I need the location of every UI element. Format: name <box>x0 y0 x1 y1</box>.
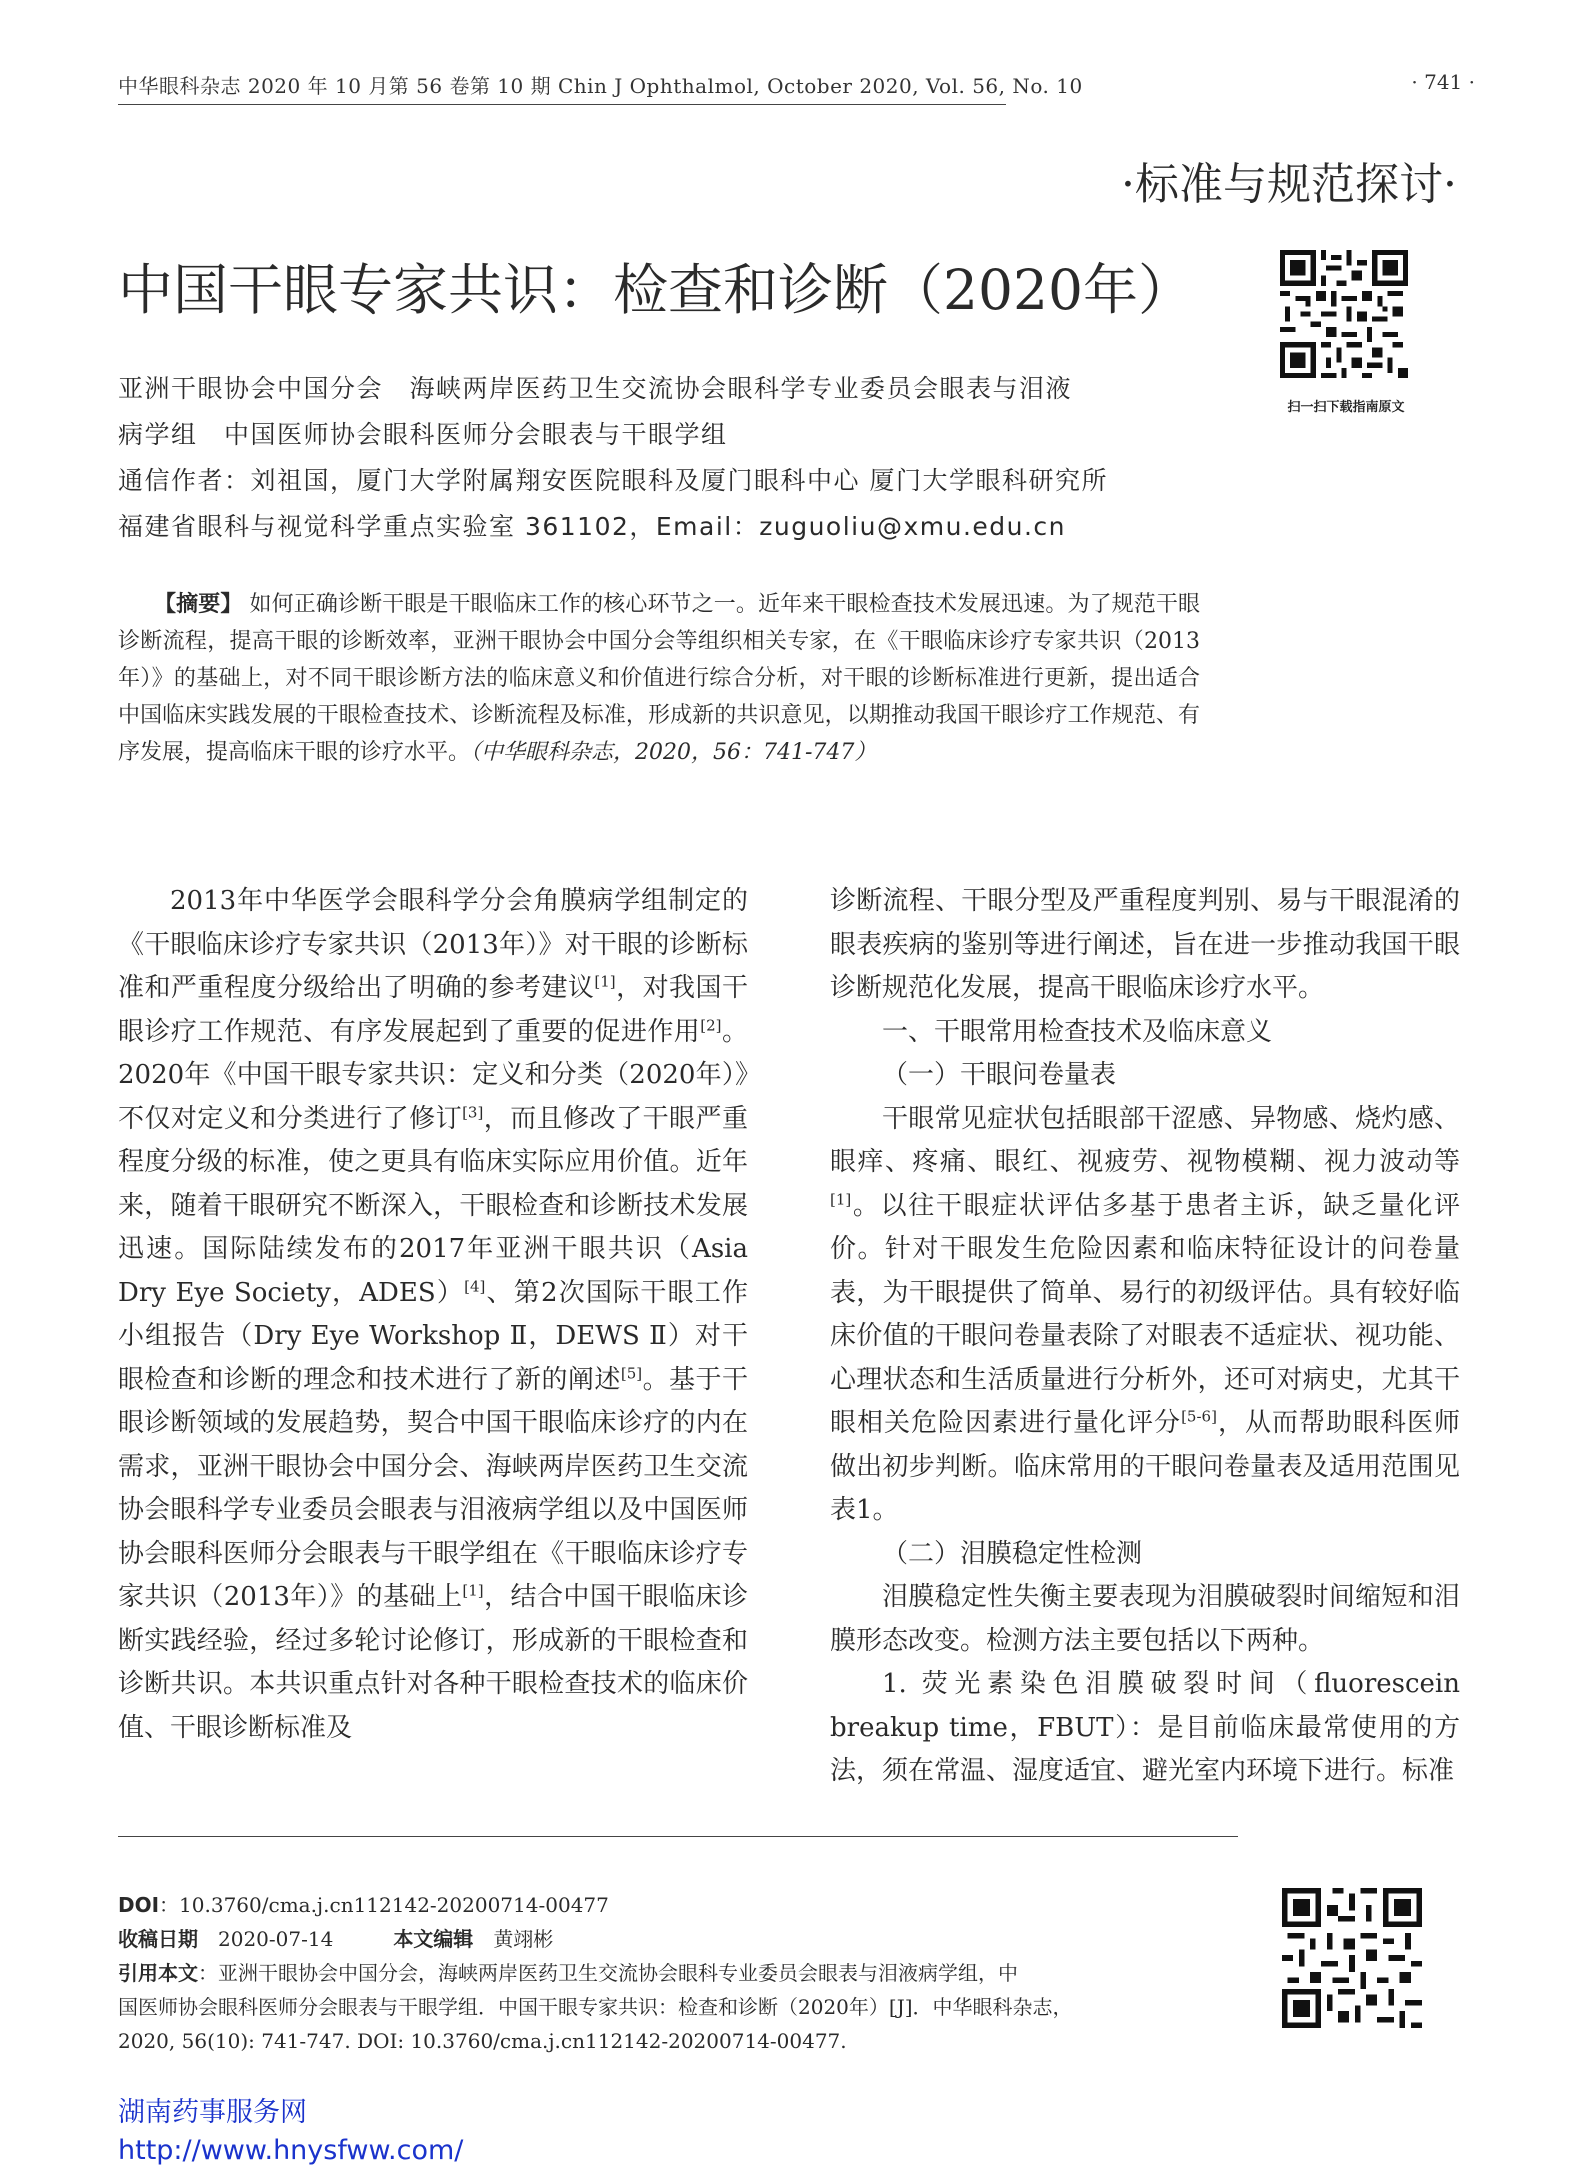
running-header: 中华眼科杂志 2020 年 10 月第 56 卷第 10 期 Chin J Ophthalmol, October 2020, Vol. 56, No. 10 <box>118 74 1083 98</box>
reference-link[interactable]: [4] <box>464 1276 486 1295</box>
received-label: 收稿日期 <box>118 1927 198 1951</box>
article-title: 中国干眼专家共识：检查和诊断（2020年） <box>118 258 1193 322</box>
watermark-name: 湖南药事服务网 <box>118 2097 307 2128</box>
received-date: 2020-07-14 <box>218 1927 334 1951</box>
watermark <box>118 2094 463 2170</box>
reference-link[interactable]: [5-6] <box>1181 1407 1217 1426</box>
footnote-rule <box>118 1836 1238 1837</box>
section-heading-1: 一、干眼常用检查技术及临床意义 <box>882 1016 1273 1047</box>
section-heading-3: （二）泪膜稳定性检测 <box>882 1538 1143 1569</box>
doi-label: DOI <box>118 1893 160 1917</box>
qr-caption: 扫一扫下载指南原文 <box>1287 400 1405 415</box>
reference-link[interactable]: [1] <box>830 1189 852 1208</box>
cite-text: ：亚洲干眼协会中国分会，海峡两岸医药卫生交流协会眼科专业委员会眼表与泪液病学组，中 <box>198 1961 1018 1985</box>
body-text: 。基于干眼诊断领域的发展趋势，契合中国干眼临床诊疗的内在需求，亚洲干眼协会中国分会、海峡两岸医药卫生交流协会眼科学专业委员会眼表与泪液病学组以及中国医师协会眼科医师分会眼表与干眼学组在《干眼临床诊疗专家共识（2013年）》的基础上 <box>118 1364 748 1612</box>
abstract <box>118 586 1200 771</box>
reference-link[interactable]: [1] <box>462 1581 484 1600</box>
authors-block <box>118 366 1198 550</box>
author-line: 病学组 中国医师协会眼科医师分会眼表与干眼学组 <box>118 420 728 449</box>
abstract-citation: （中华眼科杂志，2020，56：741-747） <box>470 740 877 765</box>
section-label: ·标准与规范探讨· <box>1121 159 1457 210</box>
body-text: 。2020年《中国干眼专家共识：定义和分类（2020年）》不仅对定义和分类进行了修订 <box>118 1016 748 1134</box>
abstract-text: 如何正确诊断干眼是干眼临床工作的核心环节之一。近年来干眼检查技术发展迅速。为了规范干眼诊断流程，提高干眼的诊断效率，亚洲干眼协会中国分会等组织相关专家，在《干眼临床诊疗专家共识（2013年）》的基础上，对不同干眼诊断方法的临床意义和价值进行综合分析，对干眼的诊断标准进行更新，提出适合中国临床实践发展的干眼检查技术、诊断流程及标准，形成新的共识意见，以期推动我国干眼诊疗工作规范、有序发展，提高临床干眼的诊疗水平。 <box>118 592 1200 765</box>
cite-label: 引用本文 <box>118 1961 198 1985</box>
editor-label: 本文编辑 <box>393 1927 474 1951</box>
editor-name: 黄翊彬 <box>493 1927 554 1951</box>
reference-link[interactable]: [5] <box>620 1363 643 1382</box>
body-column-right <box>830 880 1460 1794</box>
doi-value[interactable]: ：10.3760/cma.j.cn112142-20200714-00477 <box>159 1893 609 1917</box>
abstract-label: 【摘要】 <box>154 592 243 617</box>
body-paragraph <box>830 1098 1460 1533</box>
header-rule <box>118 104 1006 105</box>
body-paragraph: 泪膜稳定性失衡主要表现为泪膜破裂时间缩短和泪膜形态改变。检测方法主要包括以下两种。 <box>830 1582 1460 1656</box>
body-text: ，从而帮助眼科医师做出初步判断。临床常用的干眼问卷量表及适用范围见表1。 <box>830 1408 1460 1525</box>
cite-text: 国医师协会眼科医师分会眼表与干眼学组．中国干眼专家共识：检查和诊断（2020年）[J]．中华眼科杂志， <box>118 1995 1073 2019</box>
watermark-url[interactable]: http://www.hnysfww.com/ <box>118 2135 464 2166</box>
body-paragraph: 诊断流程、干眼分型及严重程度判别、易与干眼混淆的眼表疾病的鉴别等进行阐述，旨在进一步推动我国干眼诊断规范化发展，提高干眼临床诊疗水平。 <box>830 886 1460 1003</box>
qr-code-icon[interactable] <box>1282 1888 1422 2028</box>
cite-text: 2020, 56(10): 741-747. DOI: 10.3760/cma.j.cn112142-20200714-00477. <box>118 2029 847 2053</box>
body-text: 。以往干眼症状评估多基于患者主诉，缺乏量化评价。针对干眼发生危险因素和临床特征设计的问卷量表，为干眼提供了简单、易行的初级评估。具有较好临床价值的干眼问卷量表除了对眼表不适症状、视功能、心理状态和生活质量进行分析外，还可对病史，尤其干眼相关危险因素进行量化评分 <box>830 1190 1460 1438</box>
reference-link[interactable]: [3] <box>462 1102 484 1121</box>
section-heading-2: （一）干眼问卷量表 <box>882 1060 1117 1090</box>
corresponding-author-line: 通信作者：刘祖国，厦门大学附属翔安医院眼科及厦门眼科中心 厦门大学眼科研究所 <box>118 466 1108 495</box>
body-text: 2013年中华医学会眼科学分会角膜病学组制定的《干眼临床诊疗专家共识（2013年）》对干眼的诊断标准和严重程度分级给出了明确的参考建议 <box>118 886 748 1003</box>
footnote-block <box>118 1888 1243 2058</box>
body-paragraph: 1. 荧光素染色泪膜破裂时间（fluorescein breakup time，FBUT）：是目前临床最常使用的方法，须在常温、湿度适宜、避光室内环境下进行。标准 <box>830 1669 1460 1786</box>
body-text: 、第2次国际干眼工作小组报告（Dry Eye Workshop Ⅱ，DEWS Ⅱ）对干眼检查和诊断的理念和技术进行了新的阐述 <box>118 1277 748 1395</box>
body-text: ，对我国干眼诊疗工作规范、有序发展起到了重要的促进作用 <box>118 973 748 1047</box>
body-text: ，而且修改了干眼严重程度分级的标准，使之更具有临床实际应用价值。近年来，随着干眼研究不断深入，干眼检查和诊断技术发展迅速。国际陆续发布的2017年亚洲干眼共识（Asia Dry Eye Society，ADES） <box>118 1103 748 1308</box>
reference-link[interactable]: [2] <box>700 1015 722 1034</box>
body-text: 干眼常见症状包括眼部干涩感、异物感、烧灼感、眼痒、疼痛、眼红、视疲劳、视物模糊、视力波动等 <box>830 1103 1460 1177</box>
body-column-left <box>118 880 748 1750</box>
author-line: 亚洲干眼协会中国分会 海峡两岸医药卫生交流协会眼科学专业委员会眼表与泪液 <box>118 374 1073 403</box>
page-number: · 741 · <box>1411 70 1475 94</box>
corresponding-author-address: 福建省眼科与视觉科学重点实验室 361102，Email：zuguoliu@xmu.edu.cn <box>118 512 1067 541</box>
reference-link[interactable]: [1] <box>594 972 616 991</box>
body-text: ，结合中国干眼临床诊断实践经验，经过多轮讨论修订，形成新的干眼检查和诊断共识。本共识重点针对各种干眼检查技术的临床价值、干眼诊断标准及 <box>118 1582 748 1743</box>
qr-code-icon[interactable] <box>1280 250 1408 378</box>
body-paragraph <box>118 880 748 1750</box>
